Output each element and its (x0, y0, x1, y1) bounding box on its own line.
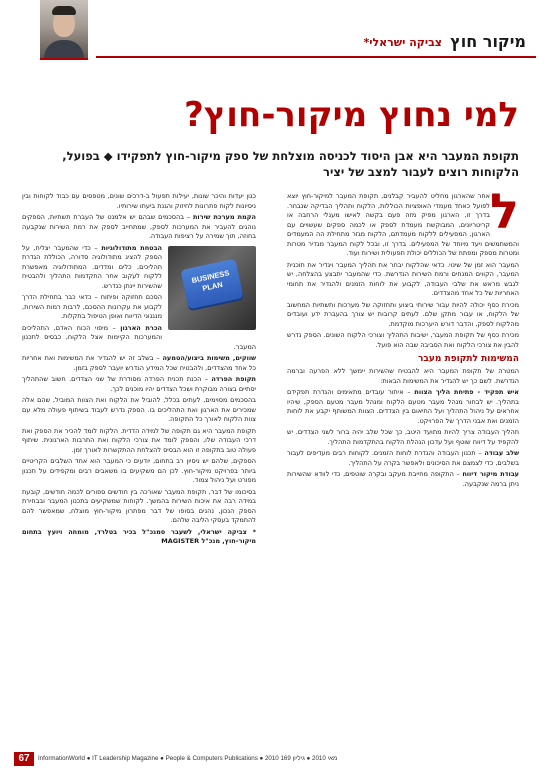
paragraph-lead: שווקים, משימות ביצוע/הטמעה (162, 354, 256, 362)
section-heading: המשימות לתקופת מעבר (418, 354, 519, 364)
header-bar (96, 30, 536, 58)
article-subtitle: תקופת המעבר היא אבן היסוד לכניסה מוצלחת של ספק מיקור-חוץ לתפקידו ◆ בפועל, הלקוחות רוצים לעבור למצב של יציר (62, 149, 519, 179)
paragraph-body: – כדי שהמעבר יצליח, על הספק להציג מתודולוגיה סדורה, הכוללת הגדרת תהליכים, כלים ומדדים. המתודולוגיה מאפשרת ללקוח לעקוב אחר התקדמות התהליך ולהבטיח שהשירות יינתן כנדרש. (22, 243, 162, 290)
paragraph: בהסכמים מסוימים, לעתים בכלל, להוביל את הלקוח ואת הצוות המוביל, שהם אלה שמכירים את הארגון ואת התהליכים בו. הספק נדרש לעבוד בשיתוף פעולה מלא עם צוות הלקוח לאורך כל התקופה. (22, 396, 256, 423)
paragraph: אחר שהארגון מחליט להעביר קבלנים, תקופת המעבר למיקור-חוץ יוצא לפועל כאחד מעמדי האופציות הכוללות, הלקוח ותהליך הבדיקה שנבחר. בדרך זו, הארגון מפיק מזה פעם בקשה לאישו מעגלי הרחבה או קריטריונים, המבוקשת מעמדת לספק או לכמה ספקים שעשויים עם הארגון, המפעילים ללקוח מעמדתם, הלקוח מגזר מתחילת הה המעמדים והמשתמשים ויעד מיוחד של המפעילים. בדרך זו, ובכל לקוח המעבר מגדיר מטרות ומטרות מספק ומפתח של הכוללים יכולת תפעולית ושירות ועוד. (287, 192, 519, 257)
paragraph-lead: הכרת הארגון (120, 323, 162, 332)
page-header (0, 0, 547, 70)
paragraph: תקופת המעבר היא גם תקופה של למידה הדדית. הלקוח לומד להכיר את הספק ואת דרכי העבודה שלו, והספק לומד את צורכי הלקוח ואת התרבות הארגונית. שיתוף פעולה טוב בתקופה זו הוא הבסיס להצלחת ההתקשרות לאורך זמן. (22, 426, 256, 454)
paragraph: תהליך העבודה צריך להיות מתועד היטב, כך שכל שלב יהיה ברור לשני הצדדים. יש להקפיד על דיווח שוטף ועל עדכון הנהלת הלקוח בהתקדמות התהליך. (287, 428, 519, 446)
paragraph-lead: שלב עבודה (484, 449, 519, 457)
paragraph (287, 449, 519, 468)
paragraph: הספקים, שלהם יש ניסיון רב בתחום, יודעים כי המעבר הוא אחד השלבים הקריטיים ביותר בפרויקט מיקור-חוץ. לכן הם משקיעים בו משאבים רבים ומקפידים על תכנון מפורט ועל ניהול צמוד. (22, 457, 256, 484)
paragraph-body: – התקופה מחייבת מעקב ובקרה שוטפים, כדי לוודא שהשירות ניתן ברמה שנקבעה. (287, 470, 519, 488)
paragraph-body: – בשלב זה יש להגדיר את המשימות ואת אחריות כל אחד מהצדדים, ולהבטיח שכל המידע הנדרש יועבר לספק בזמן. (22, 354, 256, 372)
paragraph-body: – בהסכמים שבהם יש אלמנט של העברת תשתיות, הספקים נוהגים להעביר את המערכות לספק, שמתחייב לספק את רמת השירות שנקבעה בחוזה, תוך שמירה על רציפות העבודה. (22, 213, 256, 240)
paragraph: מכירת כסף של תקופת המעבר, ישיבות התהליך וצורכי הלקוח השונים. הספק נדרש להבין את צורכי הלקוח ואת הסביבה שבה הוא פועל. (287, 331, 519, 349)
page-number: 67 (14, 752, 34, 766)
paragraph (22, 354, 256, 373)
paragraph: המטרה של תקופת המעבר היא להבטיח שהשירות יימשך ללא הפרעה וברמה הנדרשת. לשם כך יש להגדיר את המשימות הבאות: (287, 367, 519, 385)
footer-publication-line: InformationWorld ● IT Leadership Magazine ● People & Computers Publications ● 2010 מאי 2010 ● גיליון 169 (38, 755, 338, 762)
paragraph-lead: הבטחת מתודולוגיות (101, 243, 163, 252)
paragraph: בסיכומו של דבר, תקופת המעבר שאורכה בין חודשים ספורים לכמה חודשים, קובעת במידה רבה את איכות השירות בהמשך. לקוחות שמשקיעים בתכנון המעבר ובבחירת הספק הנכון, נהנים בסופו של דבר מפתרון מיקור-חוץ מוצלח, שמאפשר להם להתמקד בעסקי הליבה שלהם. (22, 487, 256, 524)
drop-cap: ל (489, 192, 519, 240)
paragraph (287, 388, 519, 426)
keyboard-key-icon (180, 258, 243, 309)
author-photo (40, 0, 88, 60)
article-column-right (287, 192, 519, 742)
author-bio: * צביקה ישראלי, לשעבר סמנכ"ל בכיר בטלרד, מומחה ויועץ בתחום מיקור-חוץ, מנכ"ל MAGISTER (22, 527, 256, 545)
author-name: צביקה ישראלי* (363, 36, 442, 49)
paragraph-lead: איש תפקיד - פתיחת הליך הצוות (414, 388, 519, 396)
section-title: מיקור חוץ (450, 32, 526, 51)
paragraph (22, 375, 256, 394)
business-plan-image (168, 246, 256, 330)
paragraph: מכירת כסף יכולה להיות עבור שירותי ביצוע ותחזוקה של מערכות ותשתיות המחשוב של הלקוח, או עבור מתקן שלם. לעתים קרובות יש צורך בהעברת ידע ועובדים מהלקוח לספק, והדבר דורש היערכות מוקדמת. (287, 300, 519, 328)
article-column-left (22, 192, 256, 742)
business-plan-label: BUSINESS PLAN (190, 267, 231, 293)
paragraph-body: – מיפוי הכוח האדם, התהליכים והמערכות הקיימות אצל הלקוח, כבסיס לתכנון המעבר. (22, 323, 256, 351)
article-headline: למי נחוץ מיקור-חוץ? (184, 95, 519, 135)
paragraph: המעבר הוא זמן של שינוי. כדאי שהלקוח יבחר את תהליך המעבר ויגדיר את תוכנית המעבר, הקווים המנחים ורמת השירות הנדרשת. כדי שהמעבר יתבצע בהצלחה, יש לגבש מראש את שלבי העבודה, לקבוע את לוחות הזמנים ולהגדיר את תחומי האחריות של כל אחד מהצדדים. (287, 260, 519, 297)
paragraph (287, 470, 519, 489)
paragraph-body: – איתור עובדים מתאימים והגדרת תפקידם בתהליך. יש לבחור מנהל מעבר מטעם הלקוח ומנהל מעבר מטעם הספק, שיהיו אחראים על ניהול התהליך ועל התיאום בין הצדדים. הצוות המשותף יקבע את לוחות הזמנים ואת אבני הדרך של הפרויקט. (287, 388, 519, 425)
paragraph: כגון יעדות והיכר שונות, יעילות תפעול ב-דרכים שונים, מטפסים עם כבוד לקוחות ובין ניסיונות לקוח פתרונות לחיזוק והגנת ביעתו שירותיו. (22, 192, 256, 210)
paragraph-body: – תכנון העבודה והגדרת לוחות הזמנים. לקוחות רבים מעדיפים לעבור בשלבים, כדי לצמצם את הסיכונים ולאפשר בקרה על התהליך. (287, 449, 519, 467)
paragraph (22, 213, 256, 242)
page-footer (0, 746, 547, 774)
paragraph: הסכם תחזוקה ופיתוח – כדאי כבר בתחילת הדרך לקבוע את עקרונות ההסכם, לרבות רמות השירות, מנגנוני הדיווח ואופן הטיפול בתקלות. (22, 293, 162, 320)
paragraph-lead: עבודת מיקור דיווח (462, 470, 519, 478)
paragraph-lead: תקופת הפרדה (211, 375, 256, 383)
paragraph-body: – הכנת תכנית הפרדה מסודרת של שני הצדדים. חשוב שהתהליך יסתיים בצורה מבוקרת ושכל הצדדים יהיו מוכנים לכך. (22, 375, 256, 393)
paragraph-lead: הקמת מערכת שירות (192, 213, 256, 221)
